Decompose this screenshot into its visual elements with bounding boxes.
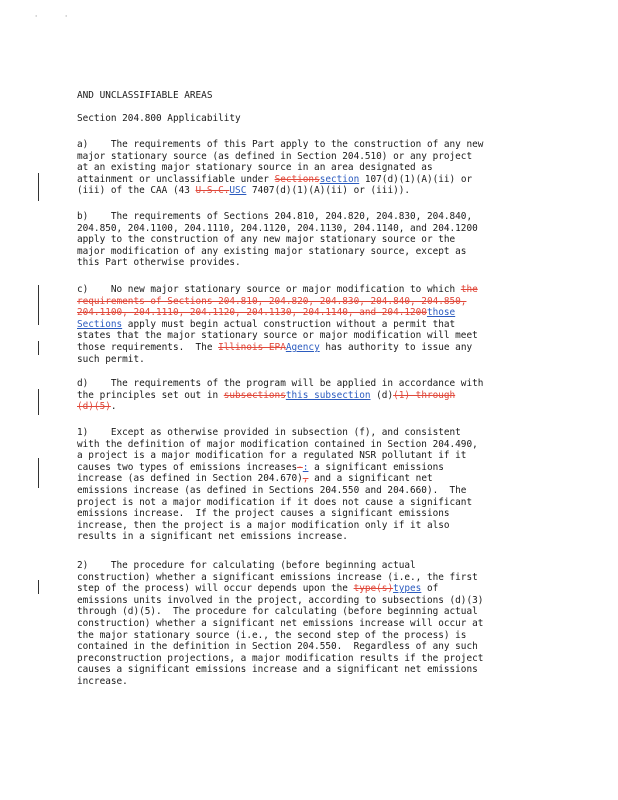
text-line <box>77 151 547 163</box>
change-bar <box>38 458 39 488</box>
body-text: of <box>421 583 439 595</box>
body-text: 107(d)(1)(A)(ii) or <box>359 173 473 185</box>
body-text: (iii) of the CAA (43 <box>77 185 196 197</box>
paragraph-c <box>77 284 547 365</box>
paragraph-a <box>77 139 547 197</box>
body-text: major modification of any existing major stationary source, except as <box>77 245 467 257</box>
inserted-text: section <box>319 173 360 185</box>
body-text: emissions units involved in the project, according to subsections (d)(3) <box>77 594 484 606</box>
change-bar <box>38 389 39 415</box>
body-text: results in a significant net emissions increase. <box>77 531 348 543</box>
body-text: increase, then the project is a major modification only if it also <box>77 519 450 531</box>
body-text: a project is a major modification for a regulated NSR pollutant if it <box>77 450 467 462</box>
body-text: project is not a major modification if it does not cause a significant <box>77 496 473 508</box>
deleted-text: , <box>302 473 309 485</box>
text-line <box>77 531 547 543</box>
text-line <box>77 284 547 296</box>
section-title: Section 204.800 Applicability <box>77 113 241 124</box>
body-text: 7407(d)(1)(A)(ii) or (iii)). <box>246 185 411 197</box>
change-bar <box>38 285 39 325</box>
text-line <box>77 485 547 497</box>
scan-speck: ' <box>34 14 39 22</box>
body-text: at an existing major stationary source in an area designated as <box>77 162 433 174</box>
inserted-text: Agency <box>285 341 320 353</box>
body-text: increase (as defined in Section 204.670) <box>77 473 303 485</box>
text-line <box>77 473 547 485</box>
text-line <box>77 560 547 572</box>
text-line <box>77 583 547 595</box>
body-text: emissions increase. If the project causes a significant emissions <box>77 508 450 520</box>
text-line <box>77 319 547 331</box>
body-text: attainment or unclassifiable under <box>77 173 275 185</box>
inserted-text: Sections <box>77 318 123 330</box>
body-text: a significant emissions <box>308 461 444 473</box>
text-line <box>77 508 547 520</box>
body-text: contained in the definition in Section 204.550. Regardless of any such <box>77 641 478 653</box>
inserted-text: : <box>302 461 309 473</box>
deleted-text: type(s) <box>353 583 394 595</box>
body-text: major stationary source (as defined in Section 204.510) or any project <box>77 150 473 162</box>
body-text: preconstruction projections, a major modification results if the project <box>77 652 484 664</box>
paragraph-2 <box>77 560 547 688</box>
body-text: 2) The procedure for calculating (before beginning actual <box>77 560 416 571</box>
inserted-text: those <box>426 307 456 319</box>
body-text: apply must begin actual construction without a permit that <box>122 318 456 330</box>
change-bar <box>38 173 39 201</box>
deleted-text: 204.1100, 204.1110, 204.1120, 204.1130, 204.1140, and 204.1200 <box>77 307 427 319</box>
body-text: causes a significant emissions increase and a significant net emissions <box>77 664 478 676</box>
body-text: apply to the construction of any new major stationary source or the <box>77 234 456 246</box>
text-line <box>77 185 547 197</box>
text-line <box>77 234 547 246</box>
deleted-text: U.S.C. <box>195 185 230 197</box>
body-text: those requirements. The <box>77 341 219 353</box>
body-text: the principles set out in <box>77 389 224 401</box>
text-line <box>77 211 547 223</box>
text-line <box>77 606 547 618</box>
body-text: construction) whether a significant net emissions increase will occur at <box>77 617 484 629</box>
text-line <box>77 378 547 390</box>
body-text: . <box>110 401 117 413</box>
body-text: increase. <box>77 675 128 687</box>
deleted-text: requirements of Sections 204.810, 204.820, 204.830, 204.840, 204.850, <box>77 295 467 307</box>
body-text: step of the process) will occur depends upon the <box>77 583 354 595</box>
body-text: with the definition of major modification contained in Section 204.490, <box>77 438 478 450</box>
text-line <box>77 223 547 235</box>
body-text: through (d)(5). The procedure for calculating (before beginning actual <box>77 606 478 618</box>
section-heading: AND UNCLASSIFIABLE AREAS <box>77 90 213 101</box>
paragraph-d <box>77 378 547 413</box>
text-line <box>77 307 547 319</box>
text-line <box>77 257 547 269</box>
deleted-text: subsections <box>223 389 286 401</box>
text-line <box>77 497 547 509</box>
text-line <box>77 664 547 676</box>
text-line <box>77 676 547 688</box>
text-line <box>77 653 547 665</box>
deleted-text: (1) through <box>393 389 456 401</box>
body-text: such permit. <box>77 353 145 365</box>
text-line <box>77 462 547 474</box>
inserted-text: USC <box>229 185 247 197</box>
body-text: the major stationary source (i.e., the second step of the process) is <box>77 629 467 641</box>
body-text: this Part otherwise provides. <box>77 257 241 269</box>
text-line <box>77 572 547 584</box>
text-line <box>77 246 547 258</box>
change-bar <box>38 580 39 594</box>
text-line <box>77 390 547 402</box>
change-bar <box>38 341 39 355</box>
paragraph-1 <box>77 427 547 543</box>
body-text: states that the major stationary source or major modification will meet <box>77 330 478 342</box>
scan-speck: ' <box>64 14 69 22</box>
text-line <box>77 450 547 462</box>
deleted-text: (d)(5) <box>77 401 111 413</box>
body-text: c) No new major stationary source or major modification to which <box>77 284 461 295</box>
text-line <box>77 439 547 451</box>
text-line <box>77 641 547 653</box>
body-text: and a significant net <box>308 473 433 485</box>
body-text: construction) whether a significant emissions increase (i.e., the first <box>77 571 478 583</box>
text-line <box>77 162 547 174</box>
inserted-text: types <box>393 583 422 595</box>
body-text: 1) Except as otherwise provided in subsection (f), and consistent <box>77 427 461 438</box>
body-text: a) The requirements of this Part apply to the construction of any new <box>77 139 484 150</box>
deleted-text: Illinois EPA <box>218 341 286 353</box>
inserted-text: this subsection <box>285 389 371 401</box>
text-line <box>77 595 547 607</box>
text-line <box>77 139 547 151</box>
text-line <box>77 520 547 532</box>
body-text: (d) <box>370 389 394 401</box>
text-line <box>77 354 547 366</box>
deleted-text: - <box>297 461 303 473</box>
body-text: b) The requirements of Sections 204.810, 204.820, 204.830, 204.840, <box>77 211 473 222</box>
body-text: 204.850, 204.1100, 204.1110, 204.1120, 204.1130, 204.1140, and 204.1200 <box>77 222 478 234</box>
deleted-text: the <box>460 284 478 295</box>
text-line <box>77 401 547 413</box>
text-line <box>77 296 547 308</box>
body-text: has authority to issue any <box>319 341 473 353</box>
body-text: causes two types of emissions increases <box>77 461 298 473</box>
deleted-text: Sections <box>274 173 320 185</box>
text-line <box>77 630 547 642</box>
text-line <box>77 174 547 186</box>
body-text: emissions increase (as defined in Sections 204.550 and 204.660). The <box>77 484 467 496</box>
text-line <box>77 618 547 630</box>
text-line <box>77 427 547 439</box>
paragraph-b <box>77 211 547 269</box>
body-text: d) The requirements of the program will be applied in accordance with <box>77 378 484 389</box>
text-line <box>77 342 547 354</box>
text-line <box>77 330 547 342</box>
